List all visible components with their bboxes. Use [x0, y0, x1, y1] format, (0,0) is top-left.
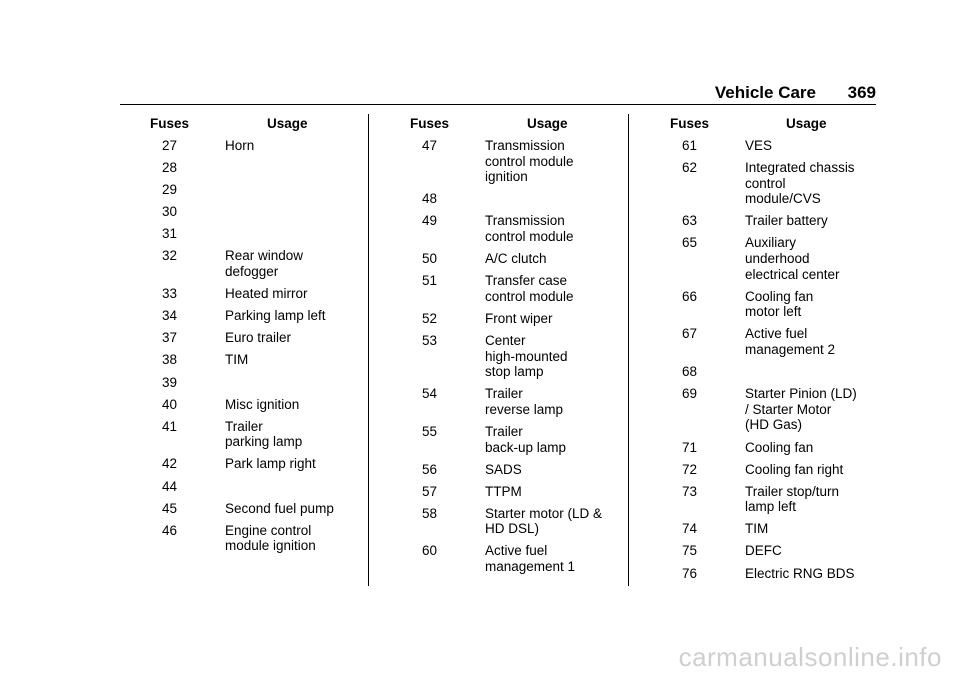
fuse-number: 61	[682, 138, 698, 153]
table-row	[410, 424, 620, 455]
fuse-number: 30	[162, 204, 178, 220]
fuse-usage: Euro trailer	[225, 330, 292, 346]
page-header	[120, 84, 876, 102]
fuse-usage: Transmission control module ignition	[485, 138, 574, 185]
fuse-usage: Starter motor (LD & HD DSL)	[485, 505, 603, 537]
fuse-usage: Parking lamp left	[225, 308, 326, 324]
fuse-number: 66	[682, 288, 698, 304]
table-row	[150, 397, 360, 413]
fuse-number: 41	[162, 418, 178, 434]
fuse-number: 74	[682, 521, 698, 537]
fuse-usage: Park lamp right	[225, 456, 316, 472]
table-row	[670, 235, 875, 282]
usage-header: Usage	[267, 116, 308, 131]
fuse-usage: Misc ignition	[225, 396, 300, 412]
fuse-number: 71	[682, 439, 698, 455]
fuse-number: 45	[162, 500, 178, 516]
fuse-number: 27	[162, 138, 178, 153]
table-row	[410, 213, 620, 244]
fuse-number: 49	[422, 213, 438, 229]
page-number: 369	[847, 83, 876, 102]
table-row	[670, 289, 875, 320]
fuse-rows	[410, 138, 620, 575]
fuse-number: 50	[422, 251, 438, 267]
fuse-usage	[225, 375, 360, 391]
fuse-usage: Transfer case control module	[485, 273, 574, 304]
table-row	[410, 484, 620, 500]
fuse-usage: VES	[745, 138, 773, 153]
fuse-usage: Starter Pinion (LD) / Starter Motor (HD Gas)	[745, 386, 857, 433]
fuse-number: 54	[422, 386, 438, 402]
fuse-usage: Electric RNG BDS	[745, 565, 855, 581]
table-row	[150, 523, 360, 554]
fuses-header: Fuses	[150, 116, 190, 131]
fuse-usage: Cooling fan motor left	[745, 288, 814, 320]
table-row	[670, 364, 875, 380]
fuse-usage: TTPM	[485, 483, 522, 499]
fuse-rows	[150, 138, 360, 554]
fuse-number: 28	[162, 160, 178, 176]
table-row	[150, 330, 360, 346]
fuse-number: 68	[682, 364, 698, 380]
table-row	[670, 566, 875, 582]
fuse-usage: Trailer battery	[745, 213, 828, 229]
fuse-number: 75	[682, 543, 698, 559]
fuse-usage: Cooling fan right	[745, 461, 844, 477]
table-row	[410, 311, 620, 327]
table-row	[410, 386, 620, 417]
fuse-number: 37	[162, 330, 178, 346]
column-header	[150, 116, 360, 138]
fuse-usage: A/C clutch	[485, 251, 547, 267]
fuse-usage: Center high-mounted stop lamp	[485, 332, 568, 380]
fuse-usage: Trailer parking lamp	[225, 418, 303, 450]
fuse-number: 62	[682, 160, 698, 176]
fuse-number: 63	[682, 213, 698, 229]
fuse-number: 31	[162, 226, 178, 242]
table-row	[150, 226, 360, 242]
table-row	[410, 191, 620, 207]
table-row	[150, 456, 360, 472]
fuse-usage: Cooling fan	[745, 439, 814, 455]
fuse-usage: Auxiliary underhood electrical center	[745, 235, 840, 282]
table-row	[410, 506, 620, 537]
fuse-usage: TIM	[225, 352, 249, 368]
fuse-number: 38	[162, 352, 178, 368]
fuse-usage: Engine control module ignition	[225, 522, 316, 554]
fuse-number: 34	[162, 308, 178, 324]
fuse-usage: Integrated chassis control module/CVS	[745, 160, 855, 207]
table-row	[410, 273, 620, 304]
fuse-usage	[225, 226, 360, 242]
fuse-number: 40	[162, 396, 178, 412]
column-header	[410, 116, 620, 138]
fuse-number: 69	[682, 386, 698, 402]
fuse-number: 33	[162, 286, 178, 302]
table-row	[670, 484, 875, 515]
fuse-table-column-3	[670, 116, 875, 588]
fuse-number: 44	[162, 478, 178, 494]
fuse-number: 29	[162, 182, 178, 198]
usage-header: Usage	[527, 116, 568, 131]
table-row	[670, 462, 875, 478]
fuse-usage: Front wiper	[485, 310, 553, 326]
fuse-number: 58	[422, 505, 438, 521]
section-title: Vehicle Care	[714, 83, 816, 102]
table-row	[150, 182, 360, 198]
fuse-table-column-1	[150, 116, 360, 560]
fuse-number: 39	[162, 374, 178, 390]
table-row	[150, 248, 360, 279]
fuse-usage: Trailer back-up lamp	[485, 423, 567, 455]
fuse-number: 51	[422, 273, 438, 289]
fuse-number: 42	[162, 456, 178, 472]
fuse-number: 60	[422, 543, 438, 559]
fuses-header: Fuses	[670, 116, 710, 131]
table-row	[150, 204, 360, 220]
fuse-usage	[745, 364, 875, 380]
fuse-usage: SADS	[485, 461, 522, 477]
table-row	[670, 213, 875, 229]
fuse-usage	[225, 160, 360, 176]
fuse-number: 53	[422, 332, 438, 348]
fuse-usage: Horn	[225, 138, 255, 153]
table-row	[150, 375, 360, 391]
fuse-number: 72	[682, 461, 698, 477]
fuse-usage	[485, 191, 620, 207]
table-row	[150, 479, 360, 495]
fuse-number: 65	[682, 235, 698, 251]
table-row	[670, 543, 875, 559]
table-row	[150, 419, 360, 450]
table-row	[150, 308, 360, 324]
fuses-header: Fuses	[410, 116, 450, 131]
fuse-usage	[225, 182, 360, 198]
fuse-usage: Trailer stop/turn lamp left	[745, 483, 840, 515]
fuse-usage: Rear window defogger	[225, 248, 304, 280]
table-row	[670, 521, 875, 537]
fuse-usage: TIM	[745, 521, 769, 537]
table-row	[150, 352, 360, 368]
fuse-number: 76	[682, 565, 698, 581]
fuse-usage: Active fuel management 2	[745, 326, 836, 358]
fuse-usage	[225, 479, 360, 495]
fuse-usage: Heated mirror	[225, 286, 308, 302]
table-row	[150, 138, 360, 154]
table-row	[670, 326, 875, 357]
fuse-table-column-2	[410, 116, 620, 581]
table-row	[410, 333, 620, 380]
table-row	[410, 138, 620, 185]
table-row	[670, 138, 875, 154]
fuse-number: 57	[422, 483, 438, 499]
fuse-number: 55	[422, 423, 438, 439]
fuse-number: 46	[162, 522, 178, 538]
fuse-number: 52	[422, 310, 438, 326]
fuse-usage: Transmission control module	[485, 213, 574, 244]
column-header	[670, 116, 875, 138]
table-row	[410, 251, 620, 267]
watermark: carmanualsonline.info	[678, 642, 942, 672]
table-row	[670, 386, 875, 433]
table-row	[150, 501, 360, 517]
fuse-number: 67	[682, 326, 698, 342]
fuse-number: 56	[422, 461, 438, 477]
table-row	[150, 286, 360, 302]
fuse-usage: Second fuel pump	[225, 500, 334, 516]
fuse-rows	[670, 138, 875, 581]
fuse-number: 73	[682, 483, 698, 499]
table-row	[410, 543, 620, 574]
table-row	[150, 160, 360, 176]
fuse-usage: DEFC	[745, 543, 782, 559]
column-divider	[628, 114, 629, 586]
table-row	[670, 440, 875, 456]
table-row	[410, 462, 620, 478]
fuse-usage: Active fuel management 1	[485, 543, 576, 575]
fuse-number: 48	[422, 191, 438, 207]
header-rule	[120, 104, 876, 105]
table-row	[670, 160, 875, 207]
fuse-number: 32	[162, 248, 178, 264]
fuse-number: 47	[422, 138, 438, 153]
usage-header: Usage	[786, 116, 827, 131]
column-divider	[368, 114, 369, 586]
fuse-usage	[225, 204, 360, 220]
fuse-usage: Trailer reverse lamp	[485, 386, 564, 417]
